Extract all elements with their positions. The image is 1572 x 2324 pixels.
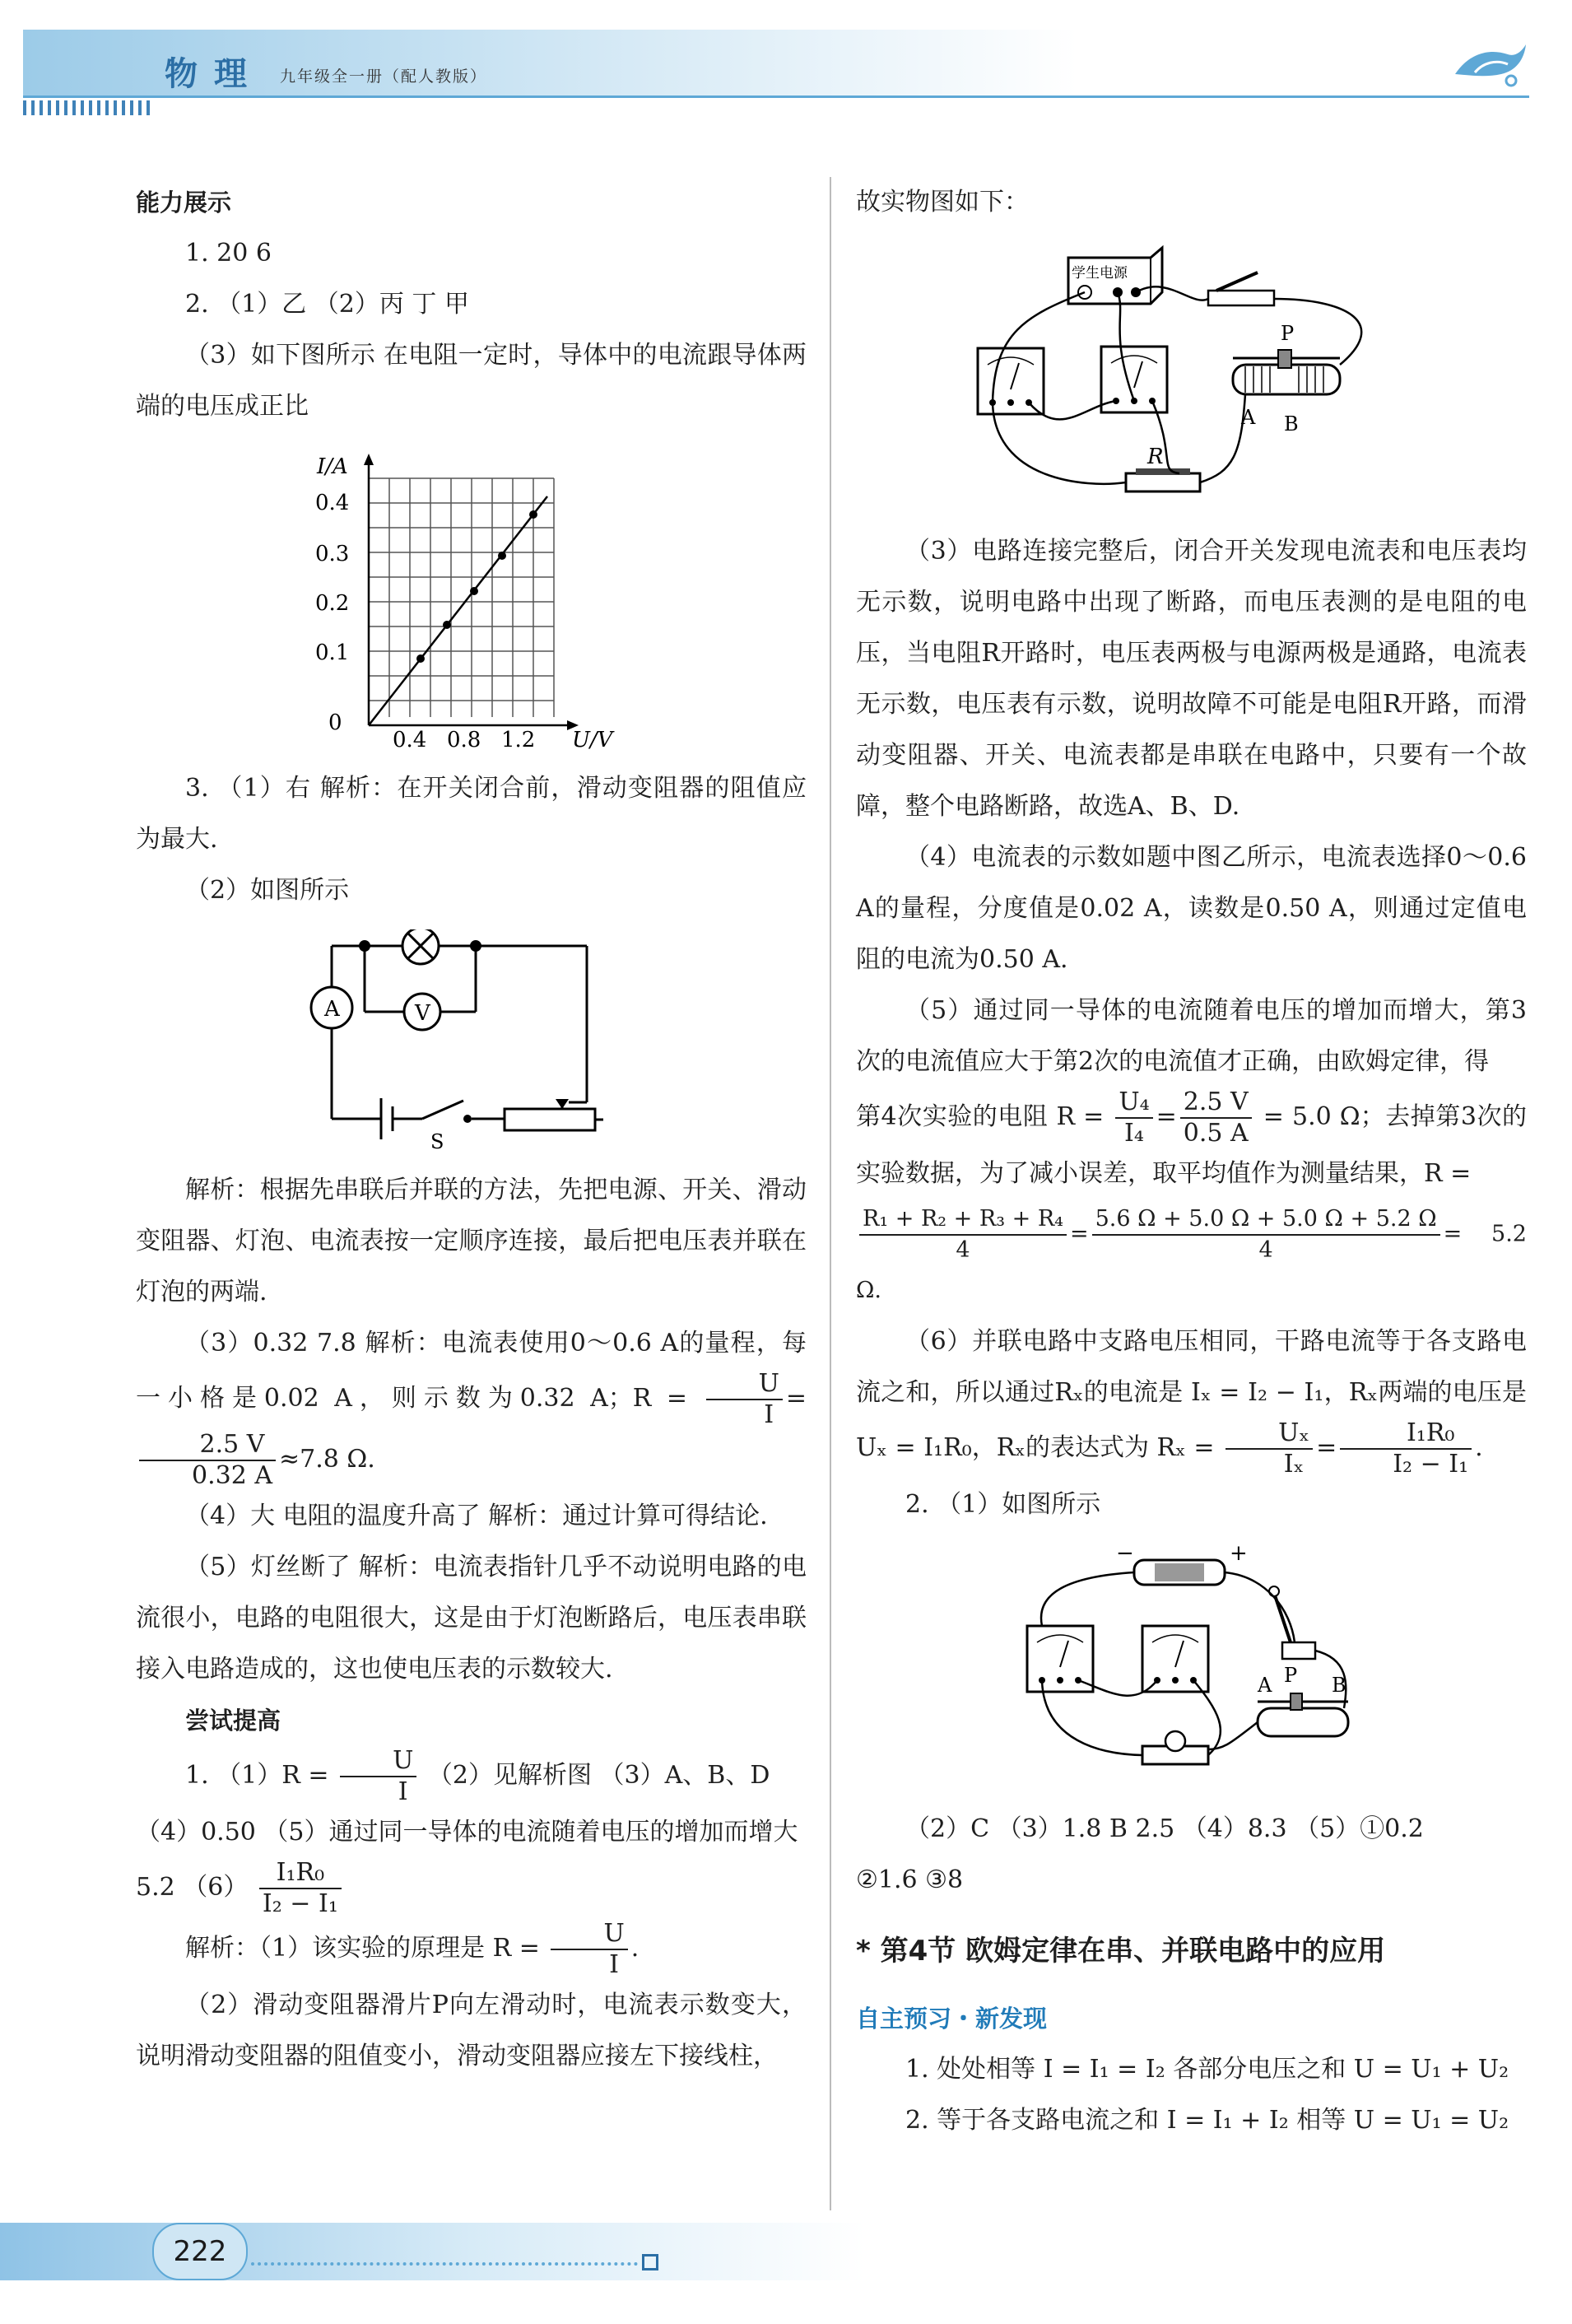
subject-title: 物理 bbox=[165, 55, 263, 93]
y-tick-label: 0.2 bbox=[314, 591, 349, 616]
rheostat-icon bbox=[1257, 1664, 1348, 1736]
junction-dot bbox=[359, 940, 370, 952]
iu-graph bbox=[299, 445, 644, 750]
switch-label: S bbox=[430, 1130, 444, 1152]
fraction bbox=[1180, 1087, 1252, 1148]
frac-num: I₁R₀ bbox=[259, 1858, 342, 1889]
average-formula bbox=[856, 1204, 1527, 1316]
left-column bbox=[136, 177, 807, 2082]
header-ticks bbox=[23, 100, 155, 115]
frac-num: Uₓ bbox=[1226, 1418, 1313, 1450]
physical-circuit-2 bbox=[1019, 1544, 1365, 1791]
footer-dots bbox=[251, 2262, 638, 2266]
frac-num: 2.5 V bbox=[139, 1430, 276, 1461]
plus-label: + bbox=[1229, 1544, 1248, 1566]
heading-improve: 尝试提高 bbox=[185, 1707, 281, 1735]
voltmeter-icon bbox=[404, 994, 440, 1030]
answer-line: 1. 处处相等 I = I₁ = I₂ 各部分电压之和 U = U₁ + U₂ bbox=[905, 2055, 1509, 2084]
analysis-text: （5）通过同一导体的电流随着电压的增加而增大，第3次的电流值应大于第2次的电流值才正确，由欧姆定律，得 bbox=[856, 996, 1527, 1076]
resistor-label: R bbox=[1146, 445, 1164, 469]
voltmeter-device-icon bbox=[1142, 1626, 1208, 1692]
slider-p-label: P bbox=[1280, 322, 1294, 345]
text-run: = bbox=[1069, 1221, 1089, 1247]
physical-circuit-1 bbox=[961, 241, 1422, 513]
text-run: = 5.0 Ω；去掉第3次的实验数据，为了减小误差，取平均值作为测量结果，R = bbox=[856, 1102, 1527, 1188]
data-point bbox=[443, 621, 451, 629]
junction-dot bbox=[470, 940, 481, 952]
answer-line bbox=[136, 1919, 807, 1980]
graph-grid bbox=[369, 478, 554, 717]
frac-num: R₁ + R₂ + R₃ + R₄ bbox=[859, 1204, 1067, 1236]
frac-num: 2.5 V bbox=[1180, 1087, 1252, 1119]
fraction bbox=[340, 1746, 416, 1807]
frac-den: I₂ − I₁ bbox=[262, 1889, 338, 1918]
fraction bbox=[259, 1858, 342, 1919]
answer-line: （4）大 电阻的温度升高了 解析：通过计算可得结论. bbox=[185, 1502, 768, 1530]
switch-icon bbox=[1208, 272, 1274, 305]
text-run: （6）并联电路中支路电压相同，干路电流等于各支路电流之和，所以通过Rₓ的电流是 Iₓ = I₂ − I₁，Rₓ两端的电压是 Uₓ = I₁R₀，Rₓ的表达式为 Rₓ = bbox=[856, 1327, 1527, 1462]
text-run: （2）见解析图 （3）A、B、D bbox=[427, 1761, 770, 1790]
page-number: 222 bbox=[152, 2223, 248, 2280]
frac-den: I₂ − I₁ bbox=[1393, 1450, 1469, 1479]
frac-den: 4 bbox=[956, 1237, 970, 1263]
switch-icon bbox=[1269, 1586, 1315, 1659]
answer-line bbox=[136, 1858, 807, 1919]
terminal-a-label: A bbox=[1257, 1674, 1272, 1697]
y-tick-label: 0.1 bbox=[314, 640, 349, 665]
frac-den: I bbox=[764, 1400, 774, 1429]
slider-p-label: P bbox=[1283, 1664, 1297, 1687]
x-tick-label: 1.2 bbox=[500, 728, 535, 750]
fraction bbox=[551, 1919, 627, 1980]
ammeter-device-icon bbox=[978, 348, 1044, 414]
power-supply-label: 学生电源 bbox=[1071, 265, 1128, 282]
frac-num: U₄ bbox=[1115, 1087, 1152, 1119]
y-axis-label: I/A bbox=[316, 454, 348, 479]
analysis-text bbox=[856, 1316, 1527, 1479]
minus-label: − bbox=[1115, 1544, 1134, 1566]
fraction bbox=[1092, 1204, 1440, 1265]
book-subtitle: 九年级全一册（配人教版） bbox=[280, 68, 488, 86]
answer-line: （3）如下图所示 在电阻一定时，导体中的电流跟导体两端的电压成正比 bbox=[136, 341, 807, 421]
battery-icon bbox=[1116, 1544, 1248, 1585]
analysis-text: （3）电路连接完整后，闭合开关发现电流表和电压表均无示数，说明电路中出现了断路，而电压表测的是电阻的电压，当电阻R开路时，电压表两极与电源两极是通路，电流表无示数，电压表有示数，说明故障不可能是电阻R开路，而滑动变阻器、开关、电流表都是串联在电路中，只要有一个故障，整个电路断路，故选A、B、D. bbox=[856, 537, 1527, 821]
frac-num: U bbox=[551, 1919, 627, 1950]
fraction bbox=[139, 1430, 276, 1491]
y-axis-arrow bbox=[364, 454, 374, 465]
text-run: = bbox=[1156, 1102, 1177, 1131]
answer-line: （4）0.50 （5）通过同一导体的电流随着电压的增加而增大 bbox=[136, 1818, 798, 1847]
frac-num: U bbox=[706, 1369, 783, 1400]
text-run: 第4次实验的电阻 R = bbox=[856, 1102, 1105, 1131]
bulb-icon bbox=[402, 929, 439, 964]
answer-line: （5）灯丝断了 解析：电流表指针几乎不动说明电路的电流很小，电路的电阻很大，这是由于灯泡断路后，电压表串联接入电路造成的，这也使电压表的示数较大. bbox=[136, 1553, 807, 1684]
y-tick-label: 0.4 bbox=[314, 491, 349, 515]
text-run: = bbox=[1316, 1433, 1337, 1462]
data-point bbox=[470, 587, 478, 595]
terminal-b-label: B bbox=[1331, 1674, 1346, 1697]
circuit-diagram bbox=[307, 929, 636, 1152]
terminal-b-label: B bbox=[1283, 412, 1299, 435]
text-run: ≈7.8 Ω. bbox=[279, 1445, 375, 1474]
heading-ability: 能力展示 bbox=[136, 189, 232, 217]
text-run: 5.2 （6） bbox=[136, 1873, 249, 1902]
data-point bbox=[529, 510, 537, 519]
frac-num: U bbox=[340, 1746, 416, 1777]
lamp-holder-icon bbox=[1142, 1731, 1208, 1764]
power-supply-icon bbox=[1068, 248, 1162, 304]
answer-line: （2）C （3）1.8 B 2.5 （4）8.3 （5）①0.2 bbox=[905, 1814, 1424, 1843]
answer-line: 2. （1）如图所示 bbox=[905, 1490, 1101, 1519]
answer-line: 1. 20 6 bbox=[185, 239, 272, 268]
frac-num: 5.6 Ω + 5.0 Ω + 5.0 Ω + 5.2 Ω bbox=[1092, 1204, 1440, 1236]
answer-line: 故实物图如下： bbox=[856, 188, 1029, 217]
header-rule bbox=[23, 95, 1529, 98]
frac-den: 0.5 A bbox=[1183, 1119, 1249, 1148]
frac-den: I₄ bbox=[1124, 1119, 1144, 1148]
text-run: . bbox=[630, 1934, 639, 1963]
origin-label: 0 bbox=[328, 710, 342, 735]
answer-line: ②1.6 ③8 bbox=[856, 1865, 964, 1894]
frac-den: 4 bbox=[1258, 1237, 1273, 1263]
ammeter-icon bbox=[311, 987, 352, 1028]
bird-logo-icon bbox=[1450, 30, 1529, 97]
voltmeter-label: V bbox=[414, 1001, 430, 1026]
answer-line: 3. （1）右 解析：在开关闭合前，滑动变阻器的阻值应为最大. bbox=[136, 774, 807, 854]
resistor-icon bbox=[1126, 445, 1200, 491]
x-tick-label: 0.4 bbox=[392, 728, 426, 750]
frac-den: Iₓ bbox=[1283, 1450, 1305, 1479]
section-title: * 第4节 欧姆定律在串、并联电路中的应用 bbox=[856, 1935, 1386, 1968]
frac-den: I bbox=[398, 1777, 408, 1806]
rheostat-icon bbox=[1233, 322, 1340, 435]
fraction bbox=[1226, 1418, 1313, 1479]
fraction bbox=[1340, 1418, 1472, 1479]
x-axis-label: U/V bbox=[571, 728, 612, 750]
x-tick-label: 0.8 bbox=[446, 728, 481, 750]
frac-den: 0.32 A bbox=[192, 1461, 272, 1490]
text-run: . bbox=[1475, 1433, 1483, 1462]
data-point bbox=[498, 552, 506, 560]
text-run: 解析：（1）该实验的原理是 R = bbox=[185, 1934, 540, 1963]
terminal-a-label: A bbox=[1240, 406, 1255, 429]
text-run: = bbox=[785, 1384, 807, 1413]
column-divider bbox=[830, 177, 831, 2210]
text-run: = 5.2 Ω. bbox=[856, 1221, 1527, 1303]
answer-line: 2. （1）乙 （2）丙 丁 甲 bbox=[185, 290, 469, 319]
y-tick-label: 0.3 bbox=[314, 542, 349, 566]
preview-heading: 自主预习・新发现 bbox=[856, 2005, 1048, 2033]
right-column bbox=[856, 177, 1527, 2146]
data-point bbox=[416, 654, 425, 663]
footer-square-icon bbox=[642, 2254, 658, 2270]
frac-num: I₁R₀ bbox=[1340, 1418, 1472, 1450]
answer-line bbox=[136, 1318, 807, 1491]
analysis-text: 解析：根据先串联后并联的方法，先把电源、开关、滑动变阻器、灯泡、电流表按一定顺序连接，最后把电压表并联在灯泡的两端. bbox=[136, 1176, 807, 1306]
text-run: 1. （1）R = bbox=[185, 1761, 329, 1790]
answer-line bbox=[136, 1746, 807, 1807]
answer-line: 2. 等于各支路电流之和 I = I₁ + I₂ 相等 U = U₁ = U₂ bbox=[905, 2106, 1509, 2135]
frac-den: I bbox=[609, 1950, 620, 1979]
ammeter-label: A bbox=[323, 997, 340, 1022]
answer-line: （2）滑动变阻器滑片P向左滑动时，电流表示数变大，说明滑动变阻器的阻值变小，滑动变阻器应接左下接线柱， bbox=[136, 1991, 807, 2070]
analysis-text: （4）电流表的示数如题中图乙所示，电流表选择0～0.6 A的量程，分度值是0.02 A，读数是0.50 A，则通过定值电阻的电流为0.50 A. bbox=[856, 843, 1527, 974]
fraction bbox=[706, 1369, 783, 1430]
fraction bbox=[1115, 1087, 1152, 1148]
analysis-text bbox=[856, 1087, 1527, 1199]
answer-line: （2）如图所示 bbox=[185, 876, 350, 905]
data-line bbox=[369, 496, 547, 725]
fraction bbox=[859, 1204, 1067, 1265]
text-run: （3）0.32 7.8 解析：电流表使用0～0.6 A的量程，每一小格是0.02 A，则示数为0.32 A；R = bbox=[136, 1329, 807, 1413]
